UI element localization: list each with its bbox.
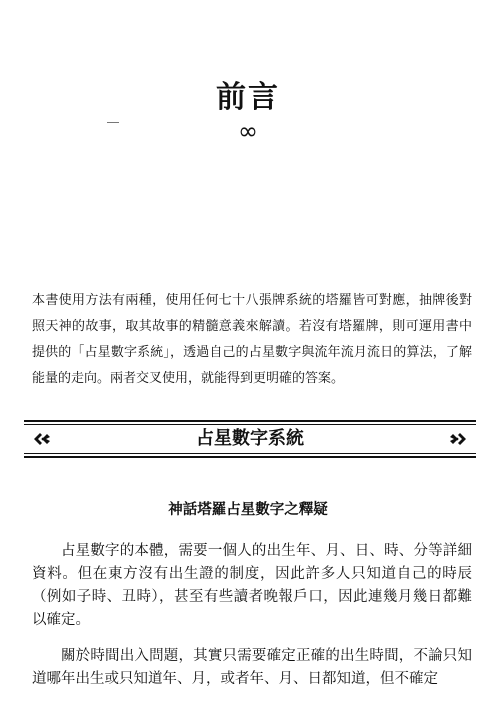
body-paragraph: 占星數字的本體，需要一個人的出生年、月、日、時、分等詳細資料。但在東方沒有出生證的制度，因此許多人只知道自己的時辰（例如子時、丑時），甚至有些讀者晚報戶口，因此連幾月幾日都難以確定。 [32, 543, 472, 628]
infinity-ornament-icon: ∞ [238, 117, 258, 145]
body-text [32, 540, 472, 704]
intro-paragraph: 本書使用方法有兩種，使用任何七十八張牌系統的塔羅皆可對應，抽牌後對照天神的故事，取其故事的精髓意義來解讀。若沒有塔羅牌，則可運用書中提供的「占星數字系統」，透過自己的占星數字與流年流月流日的算法，了解能量的走向。兩者交叉使用，就能得到更明確的答案。 [32, 293, 472, 386]
body-paragraph: 關於時間出入問題，其實只需要確定正確的出生時間，不論只知道哪年出生或只知道年、月，或者年、月、日都知道，但不確定 [32, 648, 472, 687]
divider-line [24, 420, 476, 422]
section-header-bar [24, 420, 476, 458]
subsection-title: 神話塔羅占星數字之釋疑 [168, 502, 328, 518]
divider-line [24, 456, 476, 458]
tribal-ornament-icon [448, 429, 468, 449]
page-title: 前言 [216, 80, 280, 115]
divider-line [24, 453, 476, 454]
section-title: 占星數字系統 [196, 428, 304, 449]
divider-line [24, 424, 476, 425]
